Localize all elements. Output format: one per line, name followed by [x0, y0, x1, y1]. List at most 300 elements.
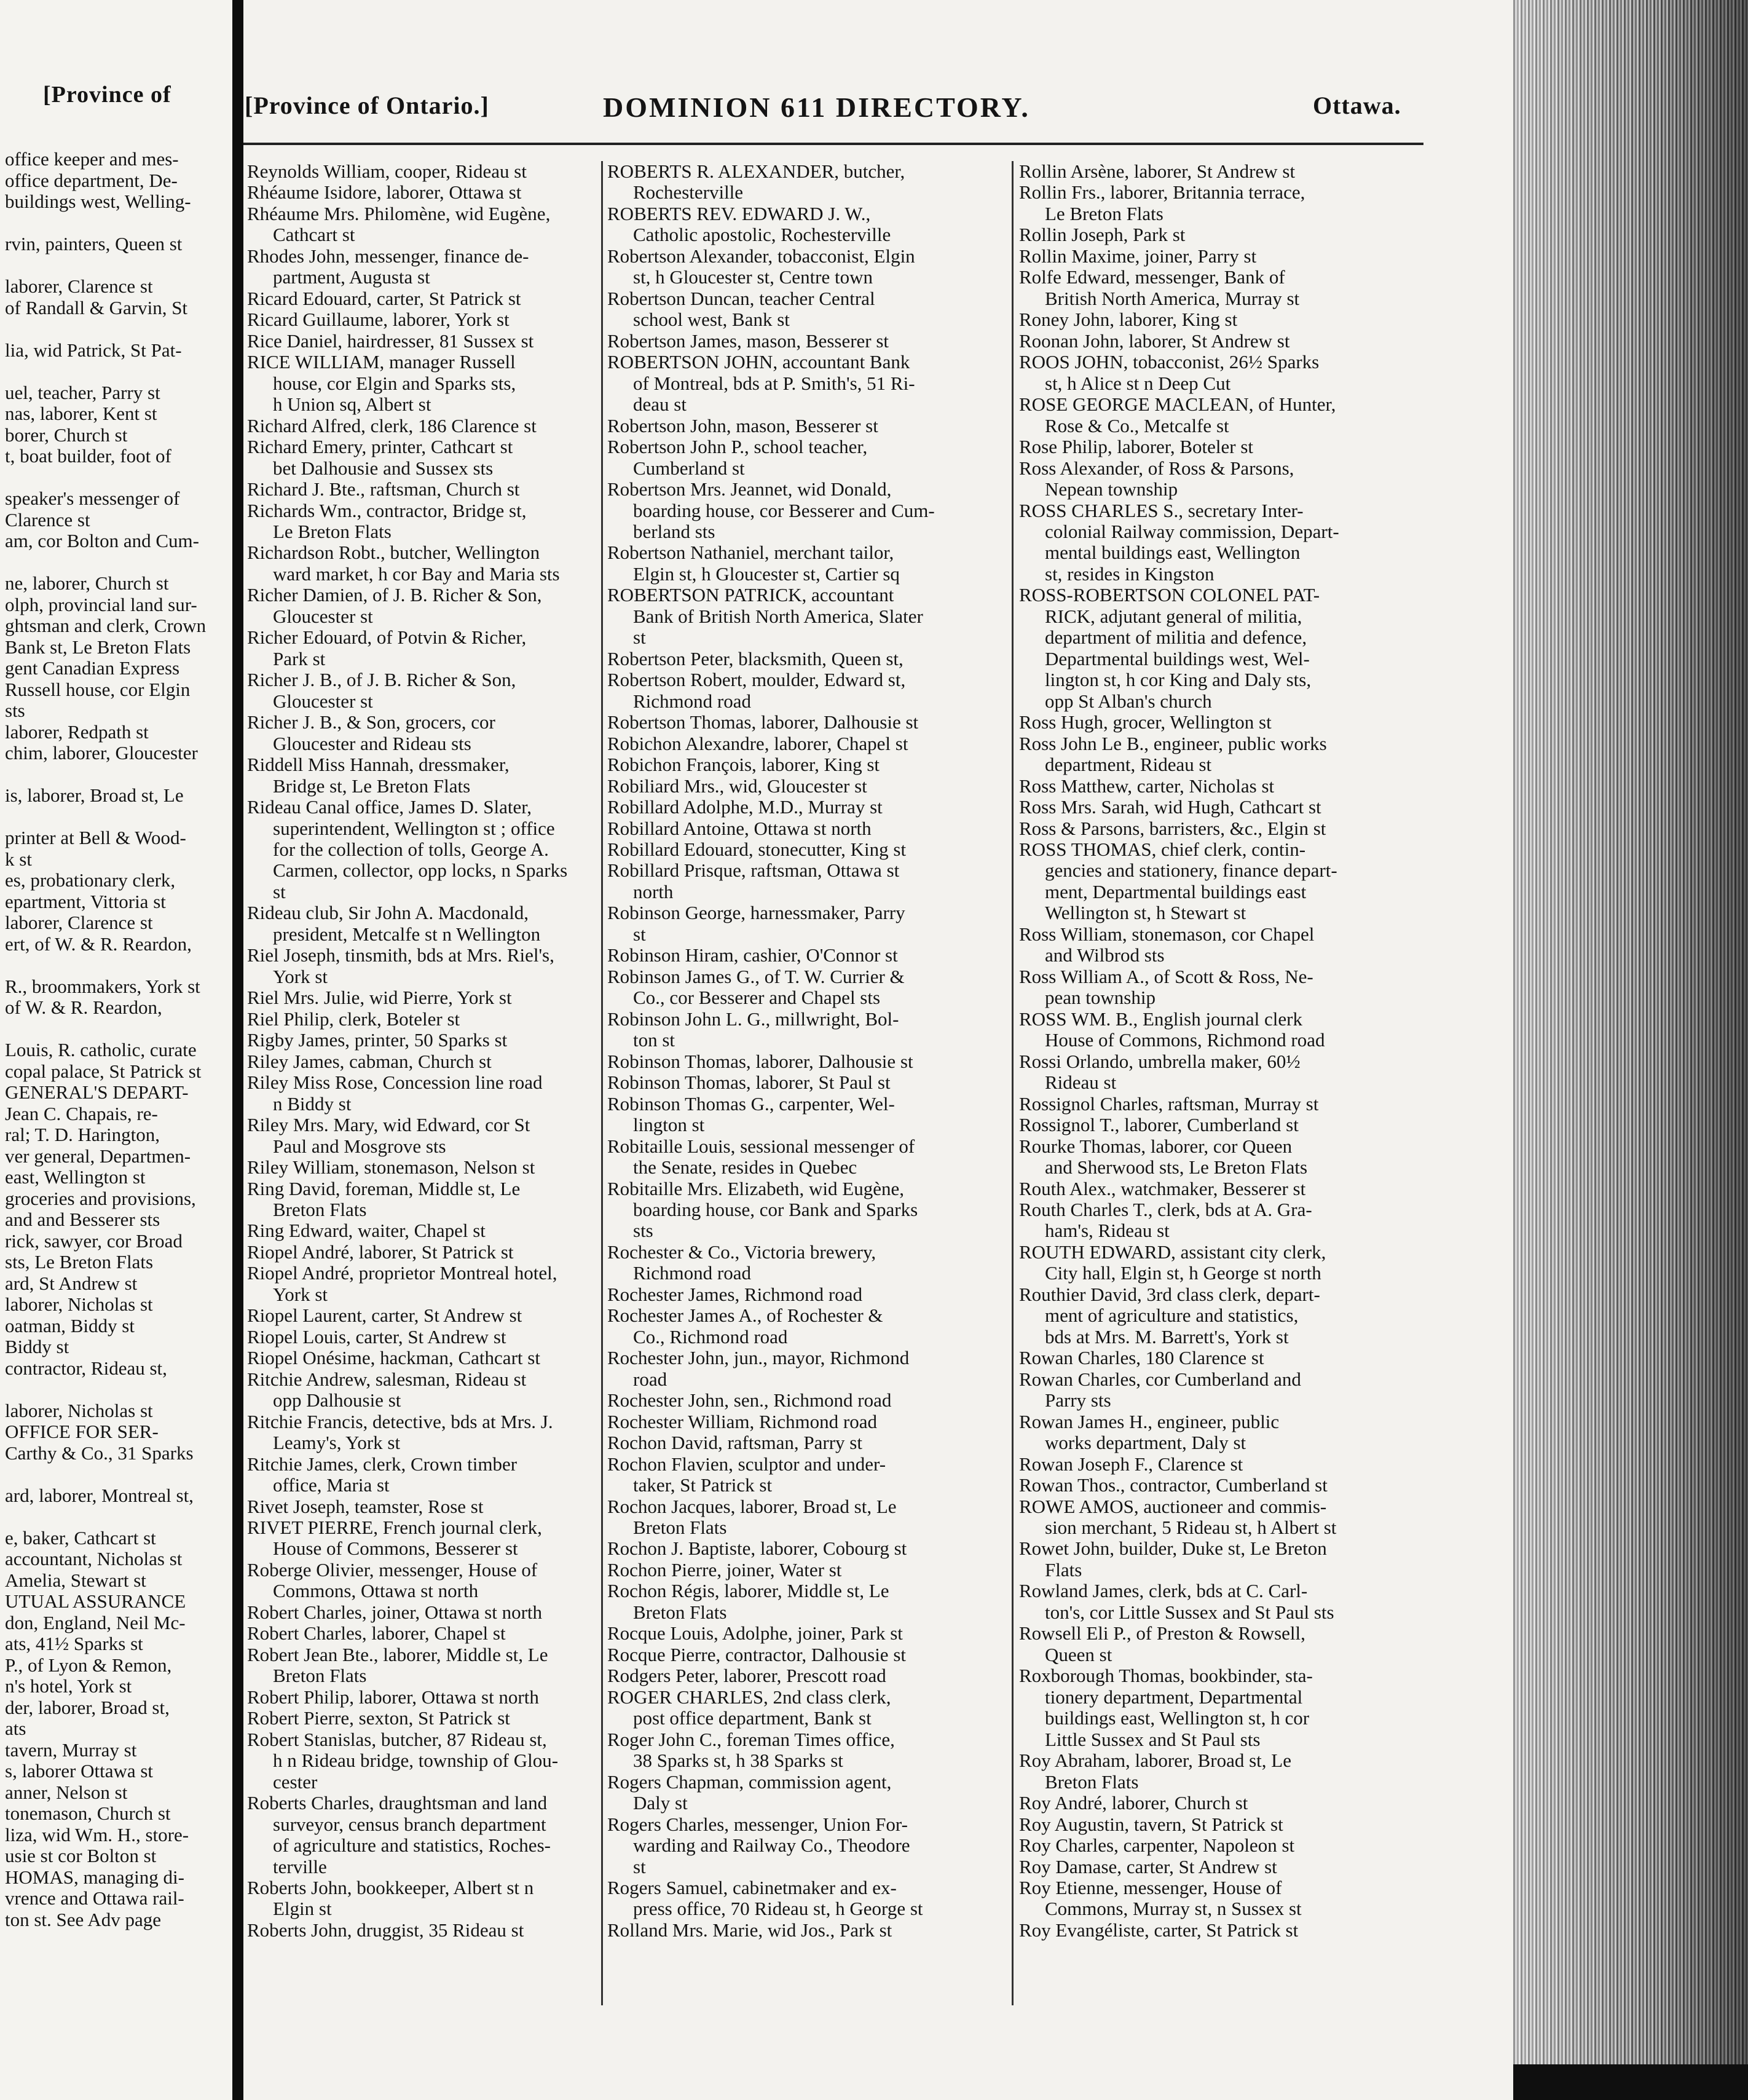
- directory-entry: Robertson Nathaniel, merchant tailor,: [607, 542, 894, 564]
- left-page-line: printer at Bell & Wood-: [5, 827, 186, 848]
- header-province: [Province of Ontario.]: [245, 92, 489, 119]
- directory-entry: ROBERTSON JOHN, accountant Bank: [607, 352, 910, 373]
- column-divider: [1012, 161, 1014, 2005]
- left-page-line: [5, 255, 232, 277]
- directory-entry: Rollin Joseph, Park st: [1019, 224, 1186, 246]
- entry-continuation: Carmen, collector, opp locks, n Sparks: [273, 860, 568, 882]
- left-page-line: vrence and Ottawa rail-: [5, 1888, 184, 1909]
- directory-entry: Reynolds William, cooper, Rideau st: [247, 161, 527, 182]
- left-page-line: laborer, Clarence st: [5, 912, 153, 933]
- directory-entry: Riel Mrs. Julie, wid Pierre, York st: [247, 987, 512, 1009]
- directory-entry: Roberts John, bookkeeper, Albert st n: [247, 1877, 534, 1898]
- directory-entry: Rogers Charles, messenger, Union For-: [607, 1814, 908, 1835]
- directory-entry: ROBERTSON PATRICK, accountant: [607, 585, 894, 606]
- directory-entry: Robillard Antoine, Ottawa st north: [607, 818, 872, 839]
- directory-entry: Rochester James, Richmond road: [607, 1284, 862, 1305]
- entry-continuation: st, resides in Kingston: [1045, 563, 1215, 585]
- left-page-line: OFFICE FOR SER-: [5, 1421, 159, 1442]
- left-page-line: ard, St Andrew st: [5, 1273, 138, 1294]
- entry-continuation: press office, 70 Rideau st, h George st: [633, 1898, 923, 1920]
- directory-entry: Rideau Canal office, James D. Slater,: [247, 797, 532, 818]
- entry-continuation: taker, St Patrick st: [633, 1475, 773, 1496]
- entry-continuation: Leamy's, York st: [273, 1432, 401, 1454]
- entry-continuation: Cathcart st: [273, 224, 355, 246]
- entry-continuation: road: [633, 1368, 667, 1390]
- directory-entry: Rochester John, sen., Richmond road: [607, 1390, 892, 1411]
- entry-continuation: deau st: [633, 394, 687, 416]
- left-page-line: ard, laborer, Montreal st,: [5, 1485, 194, 1506]
- entry-continuation: of Montreal, bds at P. Smith's, 51 Ri-: [633, 373, 915, 394]
- entry-continuation: Gloucester st: [273, 606, 373, 627]
- directory-entry: Robinson Thomas, laborer, St Paul st: [607, 1072, 891, 1094]
- directory-entry: Ross William, stonemason, cor Chapel: [1019, 923, 1315, 945]
- entry-continuation: bet Dalhousie and Sussex sts: [273, 457, 494, 479]
- left-page-header: [Province of: [43, 82, 171, 108]
- left-page-line: liza, wid Wm. H., store-: [5, 1824, 189, 1845]
- directory-entry: Robert Philip, laborer, Ottawa st north: [247, 1686, 539, 1708]
- directory-entry: Riley Miss Rose, Concession line road: [247, 1072, 543, 1094]
- entry-continuation: Breton Flats: [633, 1517, 727, 1538]
- left-page-line: tonemason, Church st: [5, 1803, 171, 1824]
- directory-entry: Rochon J. Baptiste, laborer, Cobourg st: [607, 1538, 907, 1560]
- directory-entry: Rolland Mrs. Marie, wid Jos., Park st: [607, 1919, 892, 1941]
- directory-entry: Rowland James, clerk, bds at C. Carl-: [1019, 1581, 1308, 1602]
- left-page-line: office department, De-: [5, 170, 178, 191]
- left-page-line: laborer, Redpath st: [5, 721, 149, 743]
- left-page-line: uel, teacher, Parry st: [5, 382, 160, 403]
- directory-page: [243, 0, 1513, 2100]
- directory-entry: Rowet John, builder, Duke st, Le Breton: [1019, 1538, 1327, 1560]
- left-page-line: am, cor Bolton and Cum-: [5, 531, 199, 551]
- directory-entry: Robinson James G., of T. W. Currier &: [607, 966, 905, 987]
- column-divider: [601, 161, 603, 2005]
- entry-continuation: Flats: [1045, 1559, 1082, 1581]
- directory-entry: Riopel Laurent, carter, St Andrew st: [247, 1305, 522, 1327]
- left-page-line: [5, 1464, 232, 1485]
- directory-entry: Robichon Alexandre, laborer, Chapel st: [607, 733, 908, 754]
- left-page-line: k st: [5, 848, 32, 870]
- entry-continuation: Breton Flats: [273, 1665, 367, 1687]
- directory-entry: Rowan Thos., contractor, Cumberland st: [1019, 1475, 1328, 1496]
- directory-entry: Rhodes John, messenger, finance de-: [247, 245, 529, 267]
- directory-entry: Rocque Louis, Adolphe, joiner, Park st: [607, 1623, 903, 1644]
- directory-entry: Ritchie Francis, detective, bds at Mrs. J.: [247, 1411, 553, 1432]
- directory-column-3: [1019, 161, 1420, 1941]
- directory-entry: Rowan Joseph F., Clarence st: [1019, 1453, 1243, 1475]
- directory-entry: Robertson Thomas, laborer, Dalhousie st: [607, 712, 919, 733]
- left-page-line: Carthy & Co., 31 Sparks: [5, 1442, 194, 1464]
- entry-continuation: Co., cor Besserer and Chapel sts: [633, 987, 881, 1009]
- entry-continuation: Commons, Ottawa st north: [273, 1581, 479, 1602]
- directory-column-2: [607, 161, 1001, 1941]
- entry-continuation: st: [633, 923, 646, 945]
- directory-entry: Rochon David, raftsman, Parry st: [607, 1432, 862, 1454]
- left-page-line: e, baker, Cathcart st: [5, 1527, 156, 1549]
- directory-entry: ROWE AMOS, auctioneer and commis-: [1019, 1496, 1327, 1517]
- entry-continuation: Queen st: [1045, 1644, 1112, 1665]
- entry-continuation: sion merchant, 5 Rideau st, h Albert st: [1045, 1517, 1337, 1538]
- directory-entry: Robinson Thomas G., carpenter, Wel-: [607, 1093, 895, 1115]
- directory-entry: Rideau club, Sir John A. Macdonald,: [247, 902, 529, 924]
- entry-continuation: Co., Richmond road: [633, 1326, 788, 1348]
- left-page-line: [5, 318, 232, 340]
- directory-entry: Riley Mrs. Mary, wid Edward, cor St: [247, 1115, 530, 1136]
- entry-continuation: mental buildings east, Wellington: [1045, 542, 1301, 564]
- left-page-line: Russell house, cor Elgin: [5, 679, 191, 700]
- directory-entry: Rossignol Charles, raftsman, Murray st: [1019, 1093, 1319, 1115]
- directory-entry: Robinson Thomas, laborer, Dalhousie st: [607, 1051, 913, 1072]
- entry-continuation: opp St Alban's church: [1045, 690, 1212, 712]
- directory-entry: Robitaille Mrs. Elizabeth, wid Eugène,: [607, 1178, 904, 1199]
- directory-entry: Rochester William, Richmond road: [607, 1411, 877, 1432]
- left-page-line: accountant, Nicholas st: [5, 1549, 183, 1569]
- directory-entry: Rollin Frs., laborer, Britannia terrace,: [1019, 182, 1305, 203]
- entry-continuation: Breton Flats: [633, 1601, 727, 1623]
- directory-entry: Riley James, cabman, Church st: [247, 1051, 492, 1072]
- left-page-line: laborer, Nicholas st: [5, 1400, 153, 1421]
- left-page-line: Jean C. Chapais, re-: [5, 1103, 158, 1124]
- directory-entry: Richer J. B., & Son, grocers, cor: [247, 712, 495, 733]
- entry-continuation: Breton Flats: [1045, 1771, 1139, 1793]
- directory-entry: Ross Matthew, carter, Nicholas st: [1019, 775, 1275, 797]
- directory-entry: Richer Edouard, of Potvin & Richer,: [247, 627, 527, 649]
- entry-continuation: lington st: [633, 1115, 705, 1136]
- left-page-line: P., of Lyon & Remon,: [5, 1654, 172, 1676]
- entry-continuation: lington st, h cor King and Daly sts,: [1045, 669, 1312, 691]
- directory-entry: Roy André, laborer, Church st: [1019, 1793, 1248, 1814]
- left-page-line: lia, wid Patrick, St Pat-: [5, 339, 182, 361]
- left-page-line: [5, 807, 232, 828]
- entry-continuation: boarding house, cor Bank and Sparks: [633, 1199, 918, 1220]
- directory-entry: Robertson Duncan, teacher Central: [607, 288, 875, 309]
- left-page-line: es, probationary clerk,: [5, 870, 176, 891]
- directory-entry: Robert Charles, laborer, Chapel st: [247, 1623, 506, 1644]
- entry-continuation: Rose & Co., Metcalfe st: [1045, 415, 1229, 436]
- left-page-line: [5, 213, 232, 234]
- entry-continuation: Le Breton Flats: [1045, 203, 1163, 224]
- left-page-line: epartment, Vittoria st: [5, 891, 166, 912]
- directory-entry: Robillard Adolphe, M.D., Murray st: [607, 797, 883, 818]
- page-edges: [1513, 0, 1748, 2100]
- book-gutter: [232, 0, 243, 2100]
- entry-continuation: Bridge st, Le Breton Flats: [273, 775, 471, 797]
- directory-entry: Ring David, foreman, Middle st, Le: [247, 1178, 521, 1199]
- directory-entry: Rochester & Co., Victoria brewery,: [607, 1241, 876, 1263]
- entry-continuation: ment of agriculture and statistics,: [1045, 1305, 1299, 1327]
- directory-entry: ROSS THOMAS, chief clerk, contin-: [1019, 839, 1306, 860]
- header-title: DOMINION 611 DIRECTORY.: [603, 92, 1030, 123]
- directory-entry: Roy Etienne, messenger, House of: [1019, 1877, 1282, 1898]
- directory-entry: Rogers Samuel, cabinetmaker and ex-: [607, 1877, 897, 1898]
- entry-continuation: ton st: [633, 1030, 675, 1051]
- left-page-line: buildings west, Welling-: [5, 191, 191, 212]
- left-page-line: east, Wellington st: [5, 1167, 146, 1188]
- entry-continuation: works department, Daly st: [1045, 1432, 1246, 1454]
- left-page-text: [5, 149, 232, 1930]
- directory-entry: Riddell Miss Hannah, dressmaker,: [247, 754, 510, 776]
- entry-continuation: Le Breton Flats: [273, 521, 392, 542]
- entry-continuation: York st: [273, 966, 328, 987]
- directory-entry: Roberge Olivier, messenger, House of: [247, 1559, 538, 1581]
- entry-continuation: department, Rideau st: [1045, 754, 1212, 776]
- directory-entry: Roy Damase, carter, St Andrew st: [1019, 1856, 1277, 1877]
- directory-entry: Rowan Charles, 180 Clarence st: [1019, 1348, 1264, 1369]
- entry-continuation: st, h Gloucester st, Centre town: [633, 267, 873, 288]
- entry-continuation: president, Metcalfe st n Wellington: [273, 923, 541, 945]
- directory-entry: Riopel André, laborer, St Patrick st: [247, 1241, 514, 1263]
- left-page-line: R., broommakers, York st: [5, 976, 200, 997]
- left-page-line: nas, laborer, Kent st: [5, 403, 157, 424]
- entry-continuation: Daly st: [633, 1793, 688, 1814]
- directory-entry: Rossignol T., laborer, Cumberland st: [1019, 1115, 1299, 1136]
- entry-continuation: House of Commons, Richmond road: [1045, 1030, 1325, 1051]
- directory-entry: Roy Charles, carpenter, Napoleon st: [1019, 1835, 1295, 1857]
- directory-entry: Robertson John, mason, Besserer st: [607, 415, 878, 436]
- directory-entry: Rhéaume Isidore, laborer, Ottawa st: [247, 182, 522, 203]
- entry-continuation: department of militia and defence,: [1045, 627, 1307, 649]
- directory-entry: Rourke Thomas, laborer, cor Queen: [1019, 1135, 1293, 1157]
- directory-entry: Robinson John L. G., millwright, Bol-: [607, 1008, 899, 1030]
- entry-continuation: Richmond road: [633, 690, 751, 712]
- entry-continuation: st, h Alice st n Deep Cut: [1045, 373, 1231, 394]
- entry-continuation: Bank of British North America, Slater: [633, 606, 923, 627]
- left-page-line: n's hotel, York st: [5, 1676, 132, 1697]
- directory-entry: Ricard Guillaume, laborer, York st: [247, 309, 510, 331]
- directory-entry: Rolfe Edward, messenger, Bank of: [1019, 267, 1285, 288]
- left-page-line: GENERAL'S DEPART-: [5, 1082, 189, 1103]
- directory-entry: Robertson James, mason, Besserer st: [607, 330, 889, 352]
- directory-entry: Robitaille Louis, sessional messenger of: [607, 1135, 915, 1157]
- left-page-line: [5, 1019, 232, 1040]
- entry-continuation: Departmental buildings west, Wel-: [1045, 648, 1310, 669]
- entry-continuation: st: [633, 1856, 646, 1877]
- left-page-line: oatman, Biddy st: [5, 1315, 135, 1336]
- directory-entry: Rochon Flavien, sculptor and under-: [607, 1453, 886, 1475]
- left-page-line: copal palace, St Patrick st: [5, 1060, 202, 1082]
- left-page-line: ert, of W. & R. Reardon,: [5, 933, 192, 955]
- directory-entry: Rice Daniel, hairdresser, 81 Sussex st: [247, 330, 534, 352]
- entry-continuation: Wellington st, h Stewart st: [1045, 902, 1246, 924]
- left-page-line: ats, 41½ Sparks st: [5, 1633, 143, 1654]
- entry-continuation: post office department, Bank st: [633, 1708, 872, 1729]
- left-page-line: ne, laborer, Church st: [5, 573, 169, 594]
- directory-entry: Robertson John P., school teacher,: [607, 436, 868, 458]
- entry-continuation: Gloucester st: [273, 690, 373, 712]
- directory-entry: Roxborough Thomas, bookbinder, sta-: [1019, 1665, 1313, 1687]
- directory-entry: Rochon Régis, laborer, Middle st, Le: [607, 1581, 889, 1602]
- directory-entry: Richard J. Bte., raftsman, Church st: [247, 479, 520, 500]
- entry-continuation: Catholic apostolic, Rochesterville: [633, 224, 891, 246]
- directory-entry: Ross Alexander, of Ross & Parsons,: [1019, 457, 1294, 479]
- left-page-line: rick, sawyer, cor Broad: [5, 1230, 183, 1252]
- directory-entry: Richard Alfred, clerk, 186 Clarence st: [247, 415, 537, 436]
- left-page-line: usie st cor Bolton st: [5, 1845, 157, 1866]
- left-page-line: Amelia, Stewart st: [5, 1569, 146, 1591]
- entry-continuation: north: [633, 881, 674, 902]
- entry-continuation: bds at Mrs. M. Barrett's, York st: [1045, 1326, 1289, 1348]
- entry-continuation: Commons, Murray st, n Sussex st: [1045, 1898, 1302, 1920]
- directory-entry: Richer J. B., of J. B. Richer & Son,: [247, 669, 516, 691]
- header-city: Ottawa.: [1313, 92, 1401, 119]
- directory-entry: Robert Jean Bte., laborer, Middle st, Le: [247, 1644, 548, 1665]
- left-page-line: gent Canadian Express: [5, 658, 180, 679]
- directory-entry: ROGER CHARLES, 2nd class clerk,: [607, 1686, 891, 1708]
- entry-continuation: warding and Railway Co., Theodore: [633, 1835, 910, 1857]
- directory-entry: Rocque Pierre, contractor, Dalhousie st: [607, 1644, 906, 1665]
- entry-continuation: house, cor Elgin and Sparks sts,: [273, 373, 516, 394]
- directory-entry: Ross John Le B., engineer, public works: [1019, 733, 1327, 754]
- entry-continuation: Rochesterville: [633, 182, 744, 203]
- directory-entry: Richard Emery, printer, Cathcart st: [247, 436, 513, 458]
- entry-continuation: h Union sq, Albert st: [273, 394, 431, 416]
- directory-entry: Riopel André, proprietor Montreal hotel,: [247, 1263, 557, 1284]
- directory-entry: Rollin Arsène, laborer, St Andrew st: [1019, 161, 1296, 182]
- entry-continuation: Cumberland st: [633, 457, 745, 479]
- entry-continuation: 38 Sparks st, h 38 Sparks st: [633, 1750, 843, 1772]
- directory-entry: ROSE GEORGE MACLEAN, of Hunter,: [1019, 394, 1336, 416]
- directory-entry: Routh Charles T., clerk, bds at A. Gra-: [1019, 1199, 1312, 1220]
- left-page-line: sts, Le Breton Flats: [5, 1252, 154, 1273]
- directory-entry: Roy Augustin, tavern, St Patrick st: [1019, 1814, 1283, 1835]
- directory-entry: Ring Edward, waiter, Chapel st: [247, 1220, 486, 1242]
- left-page-line: [5, 955, 232, 976]
- directory-entry: Ross & Parsons, barristers, &c., Elgin st: [1019, 818, 1326, 839]
- directory-entry: Robillard Edouard, stonecutter, King st: [607, 839, 907, 860]
- directory-entry: Rivet Joseph, teamster, Rose st: [247, 1496, 484, 1517]
- left-page-line: ghtsman and clerk, Crown: [5, 615, 207, 636]
- entry-continuation: for the collection of tolls, George A.: [273, 839, 549, 860]
- left-page-line: ral; T. D. Harington,: [5, 1124, 160, 1145]
- entry-continuation: the Senate, resides in Quebec: [633, 1157, 857, 1178]
- entry-continuation: boarding house, cor Besserer and Cum-: [633, 500, 935, 521]
- directory-entry: Rochon Jacques, laborer, Broad st, Le: [607, 1496, 897, 1517]
- entry-continuation: office, Maria st: [273, 1475, 390, 1496]
- left-page-fragment: [0, 0, 232, 2100]
- entry-continuation: Little Sussex and St Paul sts: [1045, 1729, 1261, 1750]
- directory-entry: Ross Mrs. Sarah, wid Hugh, Cathcart st: [1019, 797, 1321, 818]
- directory-entry: ROOS JOHN, tobacconist, 26½ Sparks: [1019, 352, 1320, 373]
- directory-entry: Rollin Maxime, joiner, Parry st: [1019, 245, 1257, 267]
- left-page-line: Bank st, Le Breton Flats: [5, 636, 191, 658]
- directory-entry: Richardson Robt., butcher, Wellington: [247, 542, 540, 564]
- directory-entry: Rowan Charles, cor Cumberland and: [1019, 1368, 1301, 1390]
- entry-continuation: York st: [273, 1284, 328, 1305]
- directory-entry: Ritchie James, clerk, Crown timber: [247, 1453, 518, 1475]
- entry-continuation: Breton Flats: [273, 1199, 367, 1220]
- directory-column-1: [247, 161, 594, 1941]
- directory-entry: Ricard Edouard, carter, St Patrick st: [247, 288, 521, 309]
- directory-entry: Routhier David, 3rd class clerk, depart-: [1019, 1284, 1320, 1305]
- directory-entry: Robert Pierre, sexton, St Patrick st: [247, 1708, 510, 1729]
- left-page-line: HOMAS, managing di-: [5, 1866, 184, 1888]
- left-page-line: ver general, Departmen-: [5, 1145, 191, 1167]
- left-page-line: speaker's messenger of: [5, 488, 180, 509]
- left-page-line: ton st. See Adv page: [5, 1909, 161, 1930]
- header-rule: [243, 143, 1423, 145]
- left-page-line: tavern, Murray st: [5, 1739, 137, 1761]
- entry-continuation: tionery department, Departmental: [1045, 1686, 1303, 1708]
- left-page-line: s, laborer Ottawa st: [5, 1761, 154, 1782]
- left-page-line: der, laborer, Broad st,: [5, 1697, 170, 1718]
- entry-continuation: ment, Departmental buildings east: [1045, 881, 1307, 902]
- left-page-line: [5, 361, 232, 382]
- directory-entry: ROBERTS REV. EDWARD J. W.,: [607, 203, 871, 224]
- directory-entry: Rhéaume Mrs. Philomène, wid Eugène,: [247, 203, 551, 224]
- directory-entry: Riley William, stonemason, Nelson st: [247, 1157, 535, 1178]
- entry-continuation: Parry sts: [1045, 1390, 1111, 1411]
- entry-continuation: gencies and stationery, finance depart-: [1045, 860, 1337, 882]
- directory-entry: Roy Evangéliste, carter, St Patrick st: [1019, 1919, 1299, 1941]
- directory-entry: RICE WILLIAM, manager Russell: [247, 352, 516, 373]
- left-page-line: sts: [5, 700, 25, 721]
- directory-entry: ROSS WM. B., English journal clerk: [1019, 1008, 1302, 1030]
- entry-continuation: RICK, adjutant general of militia,: [1045, 606, 1302, 627]
- left-page-line: UTUAL ASSURANCE: [5, 1591, 186, 1612]
- directory-entry: ROSS-ROBERTSON COLONEL PAT-: [1019, 585, 1320, 606]
- entry-continuation: pean township: [1045, 987, 1155, 1009]
- directory-entry: ROBERTS R. ALEXANDER, butcher,: [607, 161, 905, 182]
- left-page-line: borer, Church st: [5, 424, 128, 446]
- entry-continuation: st: [273, 881, 286, 902]
- directory-entry: Rossi Orlando, umbrella maker, 60½: [1019, 1051, 1301, 1072]
- directory-entry: Rochon Pierre, joiner, Water st: [607, 1559, 842, 1581]
- entry-continuation: cester: [273, 1771, 318, 1793]
- directory-entry: Roonan John, laborer, St Andrew st: [1019, 330, 1290, 352]
- directory-entry: ROUTH EDWARD, assistant city clerk,: [1019, 1241, 1326, 1263]
- directory-entry: Robert Stanislas, butcher, 87 Rideau st,: [247, 1729, 547, 1750]
- left-page-line: Clarence st: [5, 509, 90, 531]
- left-page-line: olph, provincial land sur-: [5, 594, 197, 615]
- directory-entry: Riopel Onésime, hackman, Cathcart st: [247, 1348, 540, 1369]
- directory-entry: Robichon François, laborer, King st: [607, 754, 880, 776]
- entry-continuation: Elgin st: [273, 1898, 332, 1920]
- directory-entry: Robillard Prisque, raftsman, Ottawa st: [607, 860, 900, 882]
- entry-continuation: school west, Bank st: [633, 309, 790, 331]
- entry-continuation: and Sherwood sts, Le Breton Flats: [1045, 1157, 1308, 1178]
- entry-continuation: h n Rideau bridge, township of Glou-: [273, 1750, 559, 1772]
- entry-continuation: House of Commons, Besserer st: [273, 1538, 518, 1560]
- left-page-line: ats: [5, 1718, 26, 1739]
- entry-continuation: berland sts: [633, 521, 715, 542]
- directory-entry: Roney John, laborer, King st: [1019, 309, 1238, 331]
- entry-continuation: City hall, Elgin st, h George st north: [1045, 1263, 1321, 1284]
- directory-entry: RIVET PIERRE, French journal clerk,: [247, 1517, 542, 1538]
- directory-entry: Robertson Peter, blacksmith, Queen st,: [607, 648, 904, 669]
- directory-entry: Roger John C., foreman Times office,: [607, 1729, 895, 1750]
- entry-continuation: of agriculture and statistics, Roches-: [273, 1835, 551, 1857]
- directory-entry: Robiliard Mrs., wid, Gloucester st: [607, 775, 867, 797]
- directory-entry: Rose Philip, laborer, Boteler st: [1019, 436, 1254, 458]
- directory-entry: Robert Charles, joiner, Ottawa st north: [247, 1601, 543, 1623]
- left-page-line: [5, 552, 232, 574]
- directory-entry: Ross Hugh, grocer, Wellington st: [1019, 712, 1272, 733]
- left-page-line: is, laborer, Broad st, Le: [5, 785, 184, 806]
- directory-entry: Rochester James A., of Rochester &: [607, 1305, 883, 1327]
- left-page-line: Biddy st: [5, 1336, 69, 1357]
- left-page-line: [5, 1506, 232, 1528]
- directory-entry: Rochester John, jun., mayor, Richmond: [607, 1348, 910, 1369]
- left-page-line: contractor, Rideau st,: [5, 1357, 167, 1379]
- entry-continuation: sts: [633, 1220, 653, 1242]
- directory-entry: Robinson Hiram, cashier, O'Connor st: [607, 945, 898, 966]
- entry-continuation: British North America, Murray st: [1045, 288, 1300, 309]
- directory-entry: Rowan James H., engineer, public: [1019, 1411, 1280, 1432]
- left-page-line: groceries and provisions,: [5, 1188, 196, 1209]
- entry-continuation: buildings east, Wellington st, h cor: [1045, 1708, 1310, 1729]
- directory-entry: Rigby James, printer, 50 Sparks st: [247, 1030, 508, 1051]
- left-page-line: [5, 764, 232, 786]
- entry-continuation: Rideau st: [1045, 1072, 1117, 1094]
